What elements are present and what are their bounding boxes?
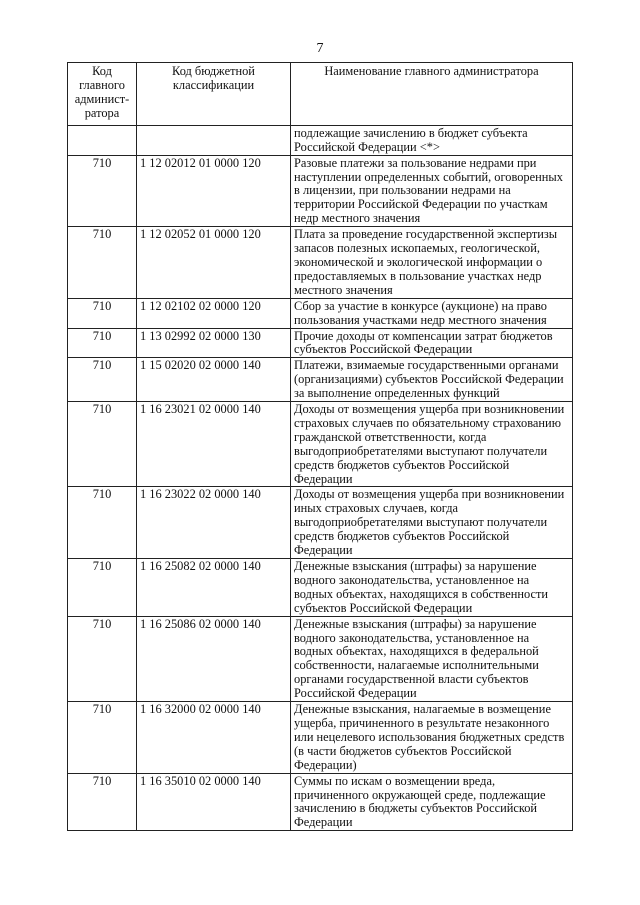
budget-code-cell: 1 16 23021 02 0000 140 [137, 402, 291, 487]
admin-code-cell: 710 [68, 227, 137, 299]
budget-code-cell: 1 13 02992 02 0000 130 [137, 328, 291, 358]
admin-name-cell: Платежи, взимаемые государственными органами (организациями) субъектов Российской Федерации за выполнение определенных функций [291, 358, 573, 402]
admin-name-cell: Прочие доходы от компенсации затрат бюджетов субъектов Российской Федерации [291, 328, 573, 358]
admin-name-cell: Доходы от возмещения ущерба при возникновении иных страховых случаев, когда выгодоприобретателями выступают получатели средств бюджетов субъектов Российской Федерации [291, 487, 573, 559]
table-row [68, 402, 573, 487]
admin-code-cell: 710 [68, 328, 137, 358]
budget-code-cell: 1 15 02020 02 0000 140 [137, 358, 291, 402]
admin-code-cell: 710 [68, 358, 137, 402]
admin-code-cell: 710 [68, 487, 137, 559]
admin-name-cell: Доходы от возмещения ущерба при возникновении страховых случаев по обязательному страхованию гражданской ответственности, когда выгодоприобретателями выступают получатели средств бюджетов субъектов Российской Федерации [291, 402, 573, 487]
budget-classification-table [67, 62, 573, 831]
table-row [68, 487, 573, 559]
admin-name-cell: Денежные взыскания (штрафы) за нарушение водного законодательства, установленное на водных объектах, находящихся в собственности субъектов Российской Федерации [291, 559, 573, 617]
admin-name-cell: Денежные взыскания (штрафы) за нарушение водного законодательства, установленное на водных объектах, находящихся в федеральной собственности, налагаемые исполнительными органами государственной власти субъектов Российской Федерации [291, 616, 573, 701]
table-row [68, 358, 573, 402]
admin-code-cell: 710 [68, 773, 137, 831]
table-row [68, 702, 573, 774]
budget-code-cell: 1 16 25082 02 0000 140 [137, 559, 291, 617]
admin-code-cell: 710 [68, 702, 137, 774]
table-row [68, 773, 573, 831]
budget-code-cell: 1 16 25086 02 0000 140 [137, 616, 291, 701]
admin-name-cell: подлежащие зачислению в бюджет субъекта Российской Федерации <*> [291, 125, 573, 155]
header-admin-name: Наименование главного администратора [291, 63, 573, 126]
budget-code-cell: 1 12 02102 02 0000 120 [137, 298, 291, 328]
table-row [68, 227, 573, 299]
table-body [68, 125, 573, 831]
table-row [68, 616, 573, 701]
budget-code-cell: 1 16 35010 02 0000 140 [137, 773, 291, 831]
admin-code-cell: 710 [68, 298, 137, 328]
admin-code-cell [68, 125, 137, 155]
header-admin-code: Код главного админист-ратора [68, 63, 137, 126]
header-budget-code: Код бюджетной классификации [137, 63, 291, 126]
admin-name-cell: Денежные взыскания, налагаемые в возмещение ущерба, причиненного в результате незаконного или нецелевого использования бюджетных средств (в части бюджетов субъектов Российской Федерации) [291, 702, 573, 774]
table-row [68, 155, 573, 227]
admin-name-cell: Суммы по искам о возмещении вреда, причиненного окружающей среде, подлежащие зачислению в бюджеты субъектов Российской Федерации [291, 773, 573, 831]
budget-code-cell: 1 16 32000 02 0000 140 [137, 702, 291, 774]
budget-code-cell: 1 12 02012 01 0000 120 [137, 155, 291, 227]
admin-name-cell: Сбор за участие в конкурсе (аукционе) на право пользования участками недр местного значения [291, 298, 573, 328]
table-row-continuation [68, 125, 573, 155]
admin-name-cell: Плата за проведение государственной экспертизы запасов полезных ископаемых, геологической, экономической и экологической информации о предоставляемых в пользование участках недр местного значения [291, 227, 573, 299]
page-number: 7 [316, 41, 324, 56]
budget-code-cell [137, 125, 291, 155]
budget-code-cell: 1 12 02052 01 0000 120 [137, 227, 291, 299]
table-row [68, 298, 573, 328]
table-row [68, 328, 573, 358]
admin-code-cell: 710 [68, 402, 137, 487]
admin-code-cell: 710 [68, 155, 137, 227]
admin-code-cell: 710 [68, 559, 137, 617]
budget-code-cell: 1 16 23022 02 0000 140 [137, 487, 291, 559]
admin-code-cell: 710 [68, 616, 137, 701]
admin-name-cell: Разовые платежи за пользование недрами при наступлении определенных событий, оговоренных в лицензии, при пользовании недрами на территории Российской Федерации по участкам недр местного значения [291, 155, 573, 227]
table-row [68, 559, 573, 617]
table-header-row [68, 63, 573, 126]
